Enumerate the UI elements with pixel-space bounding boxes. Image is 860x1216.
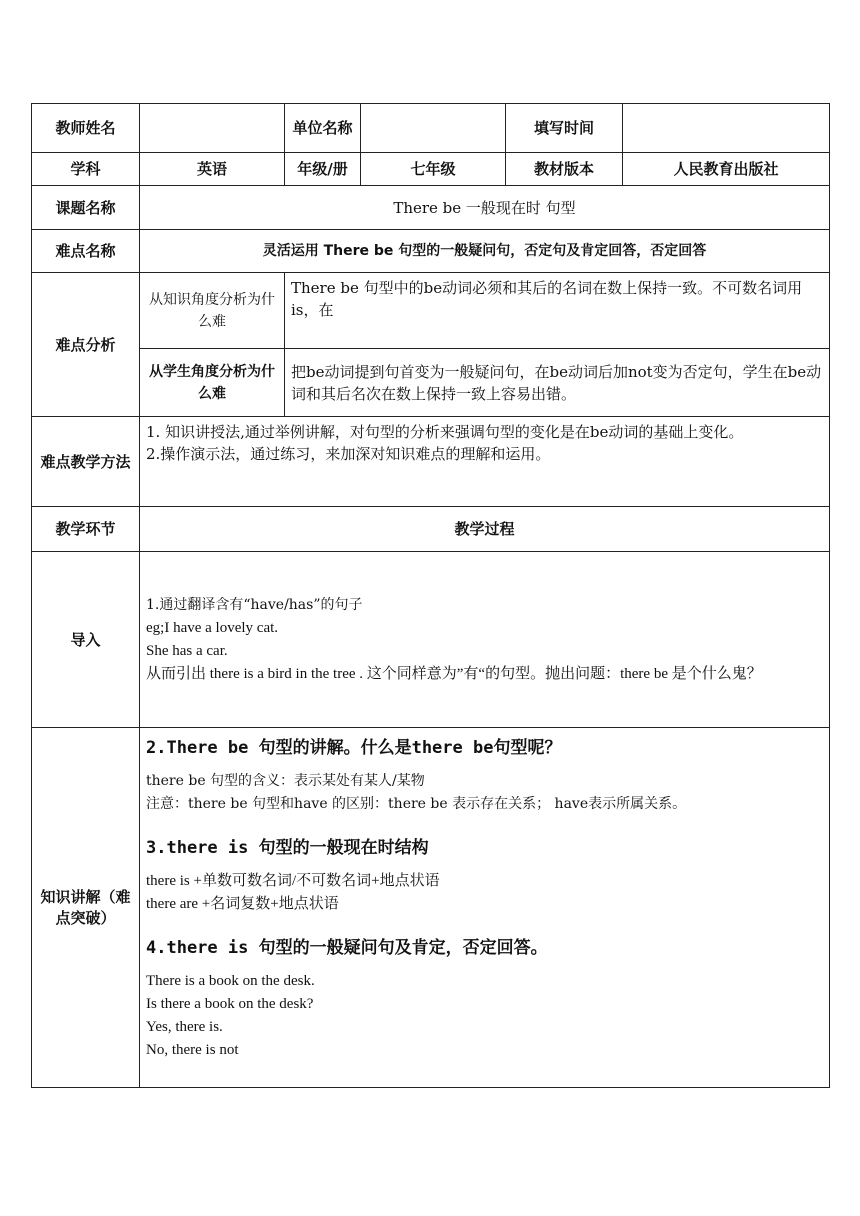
methods-content <box>140 417 830 507</box>
section-4-line-3: Yes, there is. <box>146 1019 223 1035</box>
edition-label: 教材版本 <box>506 153 623 186</box>
analysis-label: 难点分析 <box>32 273 140 417</box>
analysis-row-student <box>32 349 830 417</box>
lecture-label: 知识讲解（难点突破） <box>32 728 140 1088</box>
intro-line-2: eg;I have a lovely cat. <box>146 619 279 636</box>
section-3-heading: 3.there is 句型的一般现在时结构 <box>146 838 429 858</box>
analysis-row-knowledge <box>32 273 830 349</box>
lesson-plan-table <box>31 103 830 1088</box>
difficulty-value: 灵活运用 There be 句型的一般疑问句，否定句及肯定回答，否定回答 <box>140 230 830 273</box>
section-3-line-1: there is +单数可数名词/不可数名词+地点状语 <box>146 873 440 889</box>
knowledge-angle-text: There be 句型中的be动词必须和其后的名词在数上保持一致。不可数名词用 is，在 <box>285 273 830 349</box>
methods-row <box>32 417 830 507</box>
subject-row <box>32 153 830 186</box>
process-header-label: 教学过程 <box>140 507 830 552</box>
method-item-1: 1. 知识讲授法,通过举例讲解，对句型的分析来强调句型的变化是在be动词的基础上变化。 <box>146 423 744 441</box>
edition-value: 人民教育出版社 <box>623 153 830 186</box>
header-row <box>32 104 830 153</box>
intro-label: 导入 <box>32 552 140 728</box>
section-3-line-2: there are +名词复数+地点状语 <box>146 896 339 912</box>
methods-label: 难点教学方法 <box>32 417 140 507</box>
section-2-line-2: 注意：there be 句型和have 的区别：there be 表示存在关系； have表示所属关系。 <box>146 796 687 812</box>
stage-header-label: 教学环节 <box>32 507 140 552</box>
intro-line-1: 1.通过翻译含有“have/has”的句子 <box>146 596 363 613</box>
teacher-name-label: 教师姓名 <box>32 104 140 153</box>
fill-date-value <box>623 104 830 153</box>
subject-value: 英语 <box>140 153 285 186</box>
topic-row <box>32 186 830 230</box>
intro-content <box>140 552 830 728</box>
section-4-line-2: Is there a book on the desk? <box>146 996 314 1012</box>
lecture-row <box>32 728 830 1088</box>
intro-row <box>32 552 830 728</box>
difficulty-label: 难点名称 <box>32 230 140 273</box>
unit-name-value <box>361 104 506 153</box>
lecture-content <box>140 728 830 1088</box>
section-4-line-1: There is a book on the desk. <box>146 973 315 989</box>
intro-line-4: 从而引出 there is a bird in the tree . 这个同样意为”有“的句型。抛出问题：there be 是个什么鬼？ <box>146 665 762 682</box>
process-header-row <box>32 507 830 552</box>
grade-value: 七年级 <box>361 153 506 186</box>
section-2-line-1: there be 句型的含义：表示某处有某人/某物 <box>146 773 425 789</box>
difficulty-row <box>32 230 830 273</box>
section-4-heading: 4.there is 句型的一般疑问句及肯定，否定回答。 <box>146 938 548 958</box>
student-angle-text: 把be动词提到句首变为一般疑问句，在be动词后加not变为否定句，学生在be动词和其后名次在数上保持一致上容易出错。 <box>285 349 830 417</box>
knowledge-angle-label: 从知识角度分析为什么难 <box>140 273 285 349</box>
method-item-2: 2.操作演示法，通过练习，来加深对知识难点的理解和运用。 <box>146 445 551 463</box>
section-4-line-4: No, there is not <box>146 1042 239 1058</box>
unit-name-label: 单位名称 <box>285 104 361 153</box>
section-2-heading: 2.There be 句型的讲解。什么是there be句型呢？ <box>146 738 562 758</box>
topic-label: 课题名称 <box>32 186 140 230</box>
student-angle-label: 从学生角度分析为什么难 <box>140 349 285 417</box>
fill-date-label: 填写时间 <box>506 104 623 153</box>
teacher-name-value <box>140 104 285 153</box>
topic-value: There be 一般现在时 句型 <box>140 186 830 230</box>
grade-label: 年级/册 <box>285 153 361 186</box>
subject-label: 学科 <box>32 153 140 186</box>
intro-line-3: She has a car. <box>146 642 228 659</box>
